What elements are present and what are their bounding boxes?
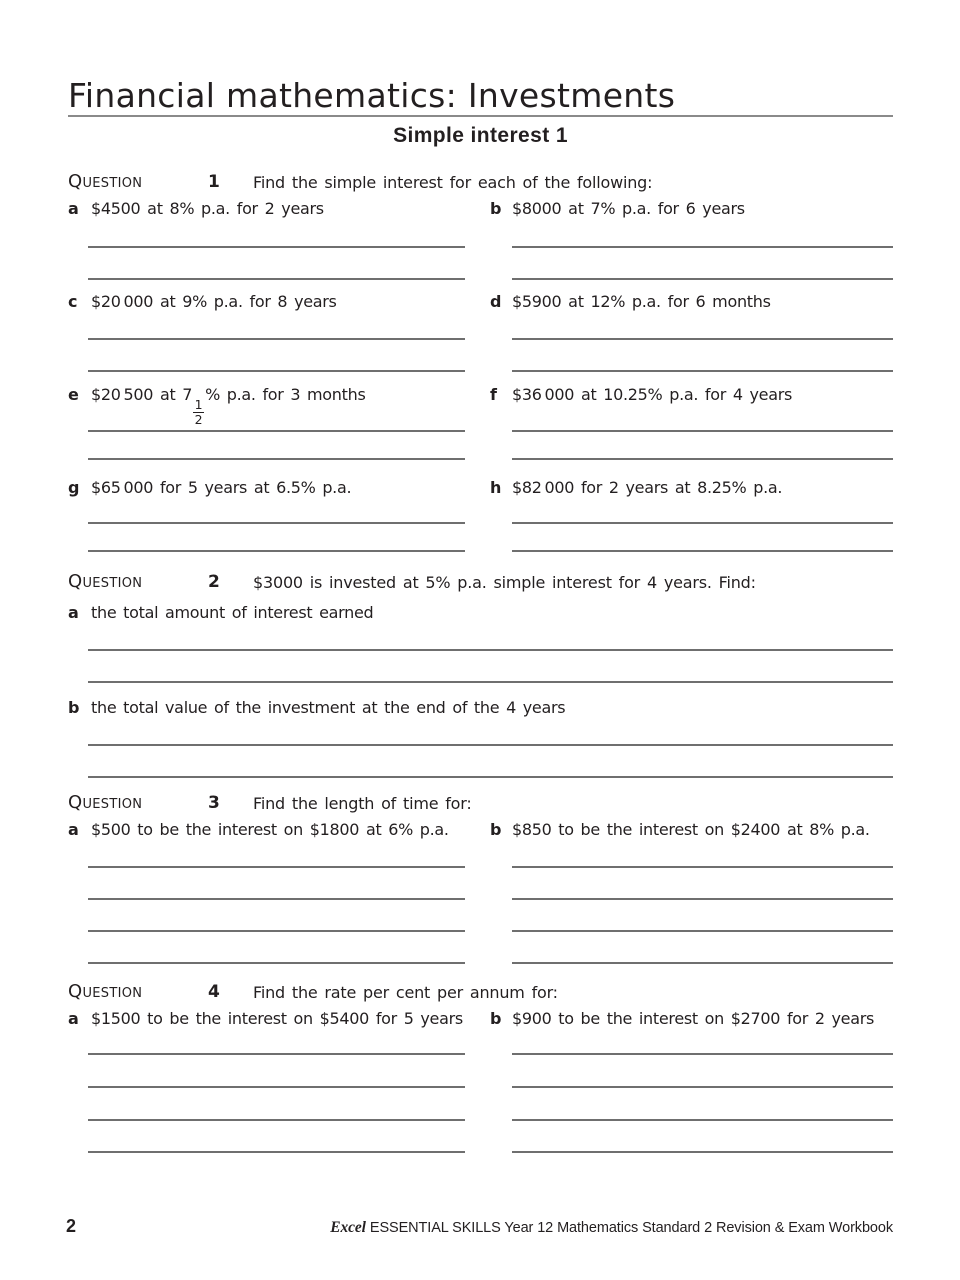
part-text: $20 000 at 9% p.a. for 8 years [91,292,337,311]
answer-line [512,898,893,900]
fraction [193,399,204,426]
question-label: Question [68,171,143,192]
part-text: $850 to be the interest on $2400 at 8% p.a. [512,820,870,839]
answer-line [88,962,465,964]
fraction-numerator: 1 [194,397,203,412]
question-prompt: Find the simple interest for each of the following: [253,173,653,192]
answer-line [88,338,465,340]
question-number: 4 [208,982,220,1002]
brand-name: Excel [330,1219,366,1236]
part-letter: b [490,1009,502,1028]
part-letter: b [490,820,502,839]
part-text: $5900 at 12% p.a. for 6 months [512,292,771,311]
part-text: $4500 at 8% p.a. for 2 years [91,199,324,218]
answer-line [88,278,465,280]
answer-line [88,370,465,372]
part-letter: a [68,199,79,218]
section-subtitle: Simple interest 1 [393,124,568,147]
answer-line [88,776,893,778]
answer-line [88,550,465,552]
answer-line [88,430,465,432]
answer-line [88,930,465,932]
answer-line [88,1119,465,1121]
answer-line [512,1151,893,1153]
answer-line [88,246,465,248]
answer-line [88,866,465,868]
part-text: the total amount of interest earned [91,603,374,622]
question-number: 3 [208,793,220,813]
question-2-header [68,571,893,593]
part-letter: a [68,1009,79,1028]
part-letter: a [68,603,79,622]
answer-line [512,930,893,932]
question-4-header [68,981,893,1003]
question-prompt: Find the rate per cent per annum for: [253,983,558,1002]
answer-line [512,1086,893,1088]
answer-line [512,338,893,340]
question-prompt: $3000 is invested at 5% p.a. simple interest for 4 years. Find: [253,573,756,592]
part-letter: g [68,478,80,497]
page-number: 2 [66,1216,77,1236]
answer-line [88,898,465,900]
answer-line [512,246,893,248]
part-text: $65 000 for 5 years at 6.5% p.a. [91,478,352,497]
page-title: Financial mathematics: Investments [68,76,676,115]
part-letter: f [490,385,497,404]
part-letter: d [490,292,502,311]
answer-line [512,550,893,552]
question-3-header [68,792,893,814]
answer-line [88,1151,465,1153]
answer-line [88,1086,465,1088]
answer-line [512,278,893,280]
question-label: Question [68,792,143,813]
answer-line [88,1053,465,1055]
question-prompt: Find the length of time for: [253,794,472,813]
part-letter: a [68,820,79,839]
part-letter: c [68,292,78,311]
answer-line [88,681,893,683]
question-number: 1 [208,172,220,192]
answer-line [512,1119,893,1121]
fraction-denominator: 2 [194,411,203,427]
answer-line [88,649,893,651]
part-letter: h [490,478,502,497]
series-title: ESSENTIAL SKILLS Year 12 Mathematics Standard 2 Revision & Exam Workbook [369,1220,893,1236]
answer-line [88,744,893,746]
question-1-header [68,171,893,193]
question-label: Question [68,981,143,1002]
answer-line [88,522,465,524]
part-text: $8000 at 7% p.a. for 6 years [512,199,745,218]
title-divider [68,115,893,117]
part-text: $82 000 for 2 years at 8.25% p.a. [512,478,783,497]
part-letter: e [68,385,79,404]
part-letter: b [490,199,502,218]
part-text-pre: $20 500 at 7 [91,385,193,404]
answer-line [512,522,893,524]
part-letter: b [68,698,80,717]
part-text-post: % p.a. for 3 months [205,385,366,404]
answer-line [512,458,893,460]
question-label: Question [68,571,143,592]
part-text [91,385,366,426]
footer-credit [68,1219,893,1237]
part-text: the total value of the investment at the end of the 4 years [91,698,566,717]
part-text: $900 to be the interest on $2700 for 2 years [512,1009,875,1028]
part-text: $500 to be the interest on $1800 at 6% p.a. [91,820,449,839]
answer-line [512,430,893,432]
answer-line [88,458,465,460]
part-text: $1500 to be the interest on $5400 for 5 years [91,1009,463,1028]
question-number: 2 [208,572,220,592]
answer-line [512,866,893,868]
answer-line [512,1053,893,1055]
part-text: $36 000 at 10.25% p.a. for 4 years [512,385,793,404]
answer-line [512,962,893,964]
answer-line [512,370,893,372]
